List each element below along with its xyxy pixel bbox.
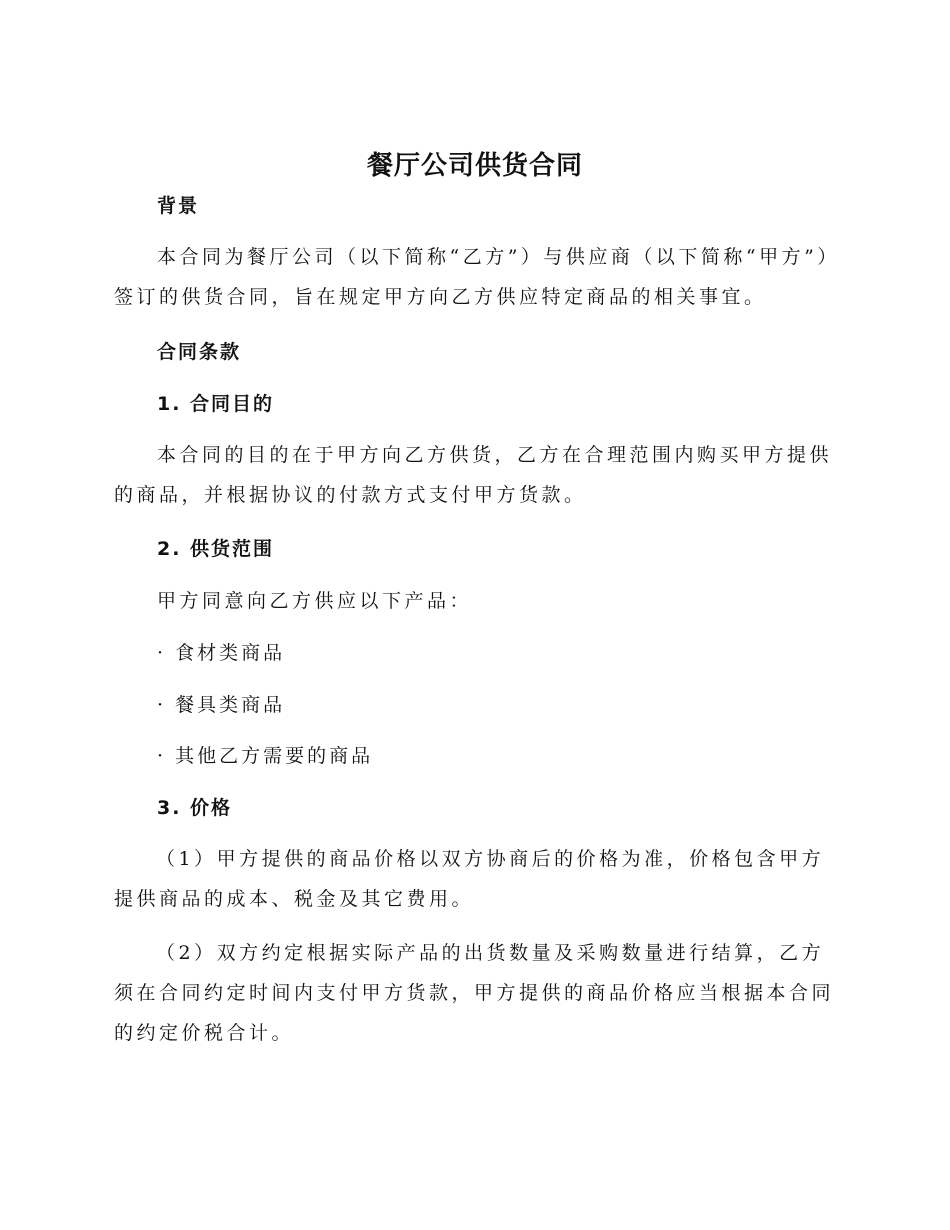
list-item: · 其他乙方需要的商品 <box>157 745 374 767</box>
paragraph-scope-intro: 甲方同意向乙方供应以下产品： <box>157 590 473 612</box>
section-heading-terms: 合同条款 <box>157 341 242 363</box>
section-heading-scope: 2. 供货范围 <box>157 538 275 560</box>
section-heading-background: 背景 <box>157 195 200 217</box>
paragraph-background: 本合同为餐厅公司（以下简称“乙方”）与供应商（以下简称“甲方”）签订的供货合同，旨在规定甲方向乙方供应特定商品的相关事宜。 <box>114 246 831 308</box>
list-item: · 餐具类商品 <box>157 694 286 716</box>
paragraph-purpose: 本合同的目的在于甲方向乙方供货，乙方在合理范围内购买甲方提供的商品，并根据协议的付款方式支付甲方货款。 <box>114 444 833 506</box>
list-item: · 食材类商品 <box>157 642 286 664</box>
paragraph-price-clause-1: （1）甲方提供的商品价格以双方协商后的价格为准，价格包含甲方提供商品的成本、税金及其它费用。 <box>114 848 825 910</box>
section-heading-price: 3. 价格 <box>157 797 233 819</box>
paragraph-price-clause-2: （2）双方约定根据实际产品的出货数量及采购数量进行结算，乙方须在合同约定时间内支付甲方货款，甲方提供的商品价格应当根据本合同的约定价税合计。 <box>114 942 835 1044</box>
page-title: 餐厅公司供货合同 <box>366 151 583 181</box>
section-heading-purpose: 1. 合同目的 <box>157 393 275 415</box>
